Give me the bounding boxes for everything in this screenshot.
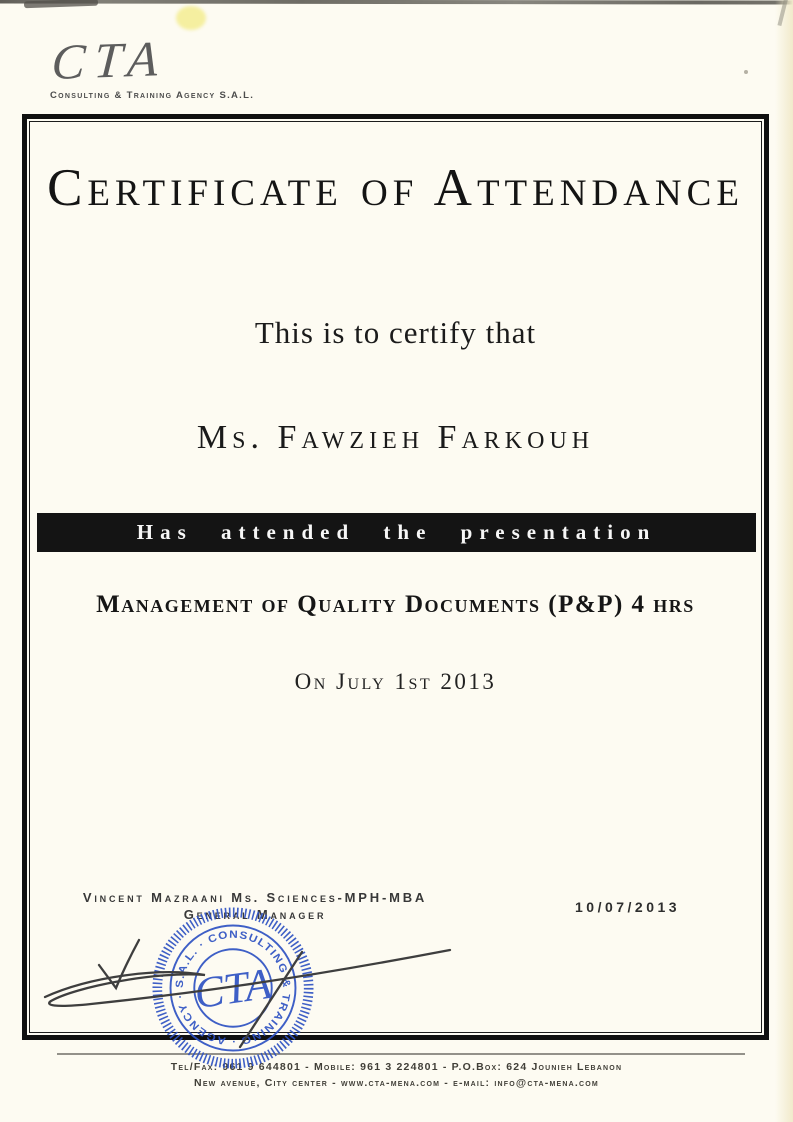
course-title: Management of Quality Documents (P&P) 4 hrs: [96, 591, 695, 618]
certificate-frame: [22, 114, 769, 1048]
certify-line: This is to certify that: [254, 315, 537, 350]
scan-right-shade: [775, 0, 793, 1122]
signatory-name: Vincent Mazraani Ms. Sciences-MPH-MBA: [82, 890, 428, 905]
scan-edge-artifact: [0, 0, 793, 5]
certificate-title: Certificate of Attendance: [47, 159, 744, 217]
recipient-name: Ms. Fawzieh Farkouh: [196, 419, 595, 456]
signature-check-stroke: [99, 940, 139, 988]
issue-date: 10/07/2013: [575, 899, 681, 915]
scan-smudge: [24, 0, 98, 8]
footer-contact-line2: New avenue, City center - www.cta-mena.com - e-mail: info@cta-mena.com: [194, 1077, 599, 1089]
cta-logo-subtitle: Consulting & Training Agency S.A.L.: [50, 90, 255, 101]
signature-icon: [37, 927, 487, 1055]
footer-contact-line1: Tel/Fax: 961 9 644801 - Mobile: 961 3 224801 - P.O.Box: 624 Jounieh Lebanon: [170, 1061, 623, 1073]
scan-speck: [744, 70, 748, 74]
cta-logo-script: CTA: [49, 30, 170, 90]
stamp-ring-text: S.A.L. · CONSULTING & TRAINING · AGENCY ·: [173, 928, 293, 1048]
attendance-banner: Has attended the presentation: [37, 513, 756, 552]
session-date: On July 1st 2013: [294, 669, 497, 694]
stamp-center-text: CTA: [191, 958, 275, 1019]
signature-diagonal-stroke: [240, 952, 302, 1047]
signatory-title: General Manager: [183, 907, 327, 922]
signature-main-stroke: [45, 950, 450, 1006]
yellow-highlight-spot: [176, 6, 206, 30]
